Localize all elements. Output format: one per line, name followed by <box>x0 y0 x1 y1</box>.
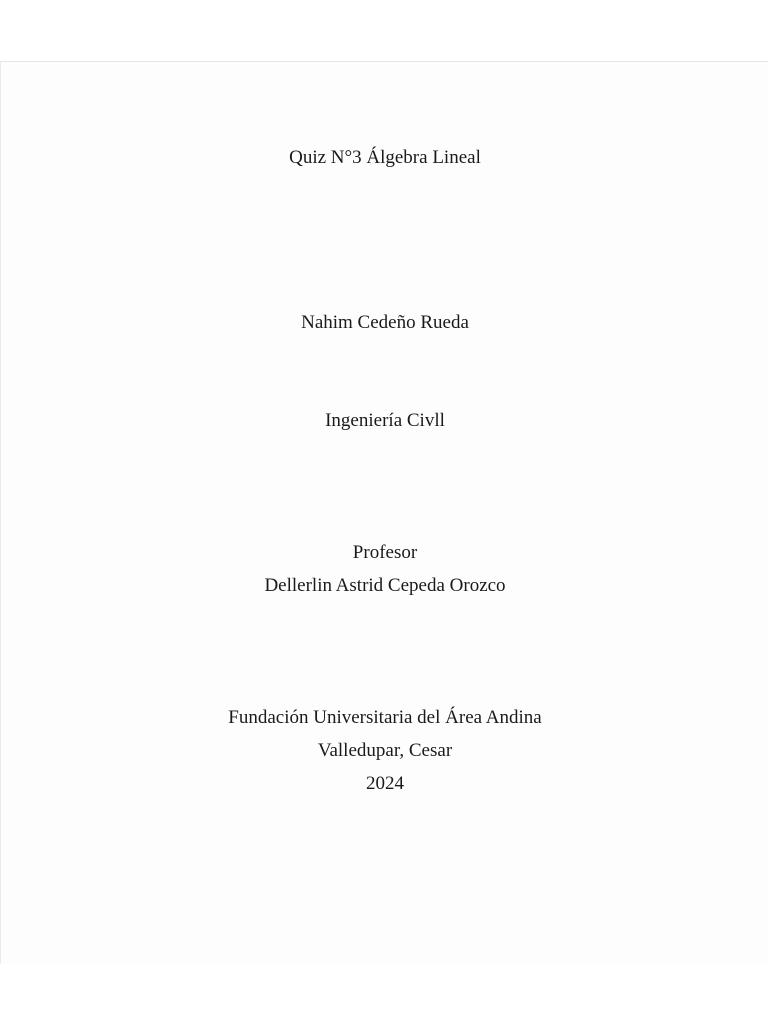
year: 2024 <box>366 773 404 794</box>
institution-name: Fundación Universitaria del Área Andina <box>228 707 542 728</box>
program-name: Ingeniería Civll <box>325 410 445 431</box>
document-page <box>0 61 768 964</box>
location: Valledupar, Cesar <box>317 740 453 761</box>
document-title: Quiz N°3 Álgebra Lineal <box>289 147 481 168</box>
professor-label: Profesor <box>352 542 418 563</box>
professor-name: Dellerlin Astrid Cepeda Orozco <box>264 575 506 596</box>
author-name: Nahim Cedeño Rueda <box>301 312 469 333</box>
